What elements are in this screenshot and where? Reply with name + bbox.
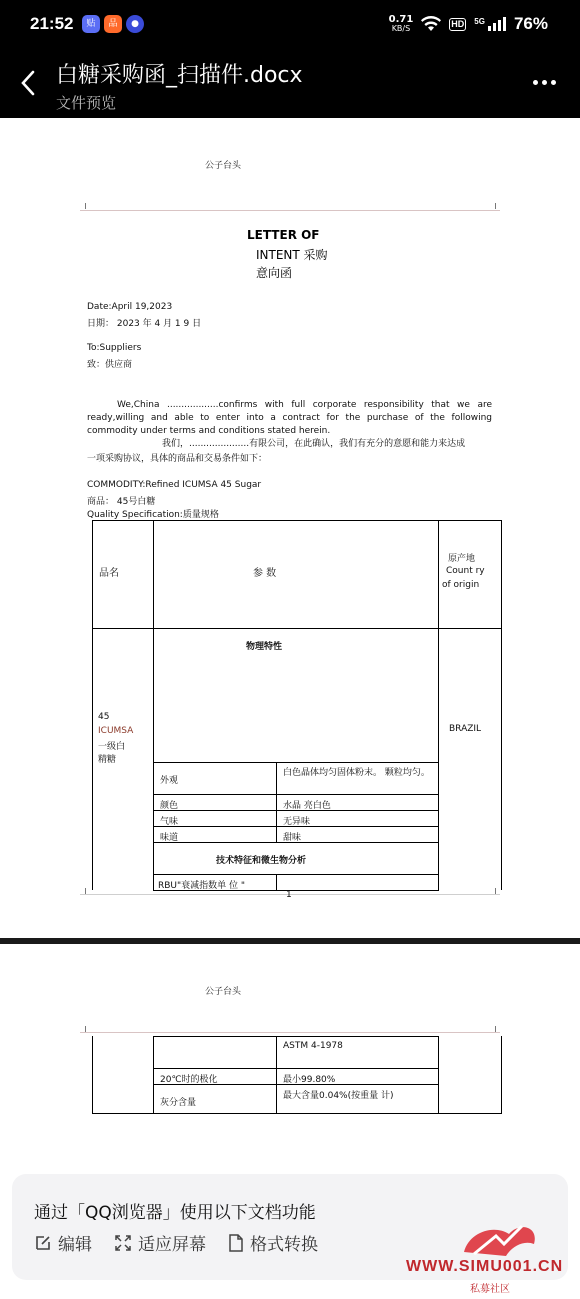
status-app-icons xyxy=(82,15,144,33)
table-divider xyxy=(92,628,502,629)
letter-title-1: LETTER OF xyxy=(247,228,320,242)
net-speed: 0.71 KB/S xyxy=(388,14,414,33)
table-divider xyxy=(153,520,154,890)
quality-line: Quality Specification:质量规格 xyxy=(87,510,219,520)
signal-icon: 5G xyxy=(474,17,506,31)
letter-title-3: 意向函 xyxy=(256,266,293,280)
table-divider xyxy=(153,1068,439,1069)
margin-mark xyxy=(495,1026,501,1032)
hd-badge: HD xyxy=(451,18,465,29)
watermark-sub: 私募社区 xyxy=(470,1284,510,1295)
table-divider xyxy=(153,1036,154,1114)
commodity-line: COMMODITY:Refined ICUMSA 45 Sugar xyxy=(87,480,262,490)
page-header-text: 公子台头 xyxy=(205,987,242,997)
table-divider xyxy=(438,1036,439,1114)
banner-actions xyxy=(34,1230,318,1255)
date-en: Date:April 19,2023 xyxy=(87,302,173,312)
top-bar xyxy=(0,0,580,118)
row-value: 无异味 xyxy=(283,817,311,827)
table-divider xyxy=(153,794,439,795)
paragraph-cn-1: 我们，.....................有限公司，在此确认，我们有充分的意愿和能力来达成 xyxy=(162,439,466,449)
edit-icon xyxy=(34,1234,52,1252)
status-time: 21:52 xyxy=(30,14,74,33)
col-header-origin-en2: of origin xyxy=(442,580,480,590)
fit-screen-icon xyxy=(114,1234,132,1252)
document-icon xyxy=(228,1234,244,1252)
document-subtitle: 文件预览 xyxy=(56,94,117,112)
tech-analysis-heading: 技术特征和微生物分析 xyxy=(216,856,307,866)
back-arrow-icon[interactable] xyxy=(16,68,42,98)
header-rule xyxy=(80,210,500,211)
to-en: To:Suppliers xyxy=(87,343,142,353)
page-header-text: 公子台头 xyxy=(205,161,242,171)
row-label: 外观 xyxy=(160,776,179,786)
app-notification-icon: ● xyxy=(126,15,144,33)
table-divider xyxy=(276,1036,277,1114)
app-notification-icon: 贴 xyxy=(82,15,100,33)
document-page-2[interactable] xyxy=(0,944,580,1174)
row-value: 白色晶体均匀固体粉末。 颗粒均匀。 xyxy=(283,768,430,778)
product-line: 商品： 45号白糖 xyxy=(87,497,156,507)
table-divider xyxy=(276,762,277,842)
product-name-icumsa: ICUMSA xyxy=(98,726,134,736)
table-divider xyxy=(153,874,439,875)
paragraph-cn-2: 一项采购协议，具体的商品和交易条件如下： xyxy=(87,454,268,464)
fit-screen-button[interactable]: 适应屏幕 xyxy=(114,1230,206,1255)
rbu-label: RBU"衰减指数单 位 " xyxy=(158,881,246,891)
page-number: 1 xyxy=(286,890,292,900)
row-label: 颜色 xyxy=(160,801,179,811)
to-cn: 致：供应商 xyxy=(87,360,133,370)
margin-mark xyxy=(495,203,501,209)
app-notification-icon: 品 xyxy=(104,15,122,33)
col-header-origin-cn: 原产地 xyxy=(448,554,476,564)
product-name-grade: 一级白 xyxy=(98,742,126,752)
product-name-45: 45 xyxy=(98,712,110,722)
banner-title: 通过「QQ浏览器」使用以下文档功能 xyxy=(34,1203,316,1223)
row-value: 甜味 xyxy=(283,833,302,843)
col-header-name: 品名 xyxy=(99,568,119,579)
wifi-icon xyxy=(421,16,441,32)
header-rule xyxy=(80,1032,500,1033)
row-label: 味道 xyxy=(160,833,179,843)
table-divider xyxy=(438,520,439,890)
letter-title-2: INTENT 采购 xyxy=(256,248,328,262)
format-convert-button[interactable]: 格式转换 xyxy=(228,1230,318,1255)
document-title: 白糖采购函_扫描件.docx xyxy=(56,63,303,88)
physical-properties-heading: 物理特性 xyxy=(246,642,283,652)
col-header-params: 参 数 xyxy=(253,568,277,579)
col-header-origin-en1: Count ry xyxy=(446,566,485,576)
battery-percent: 76% xyxy=(513,14,548,33)
table-divider xyxy=(153,762,439,763)
document-page-1[interactable] xyxy=(0,118,580,940)
row-label: 灰分含量 xyxy=(160,1098,197,1108)
edit-button[interactable]: 编辑 xyxy=(34,1230,92,1255)
row-value: ASTM 4-1978 xyxy=(283,1041,343,1051)
row-label: 20℃时的极化 xyxy=(160,1075,218,1085)
more-options-icon[interactable] xyxy=(533,80,556,85)
status-right xyxy=(389,14,548,34)
product-name-sugar: 精糖 xyxy=(98,755,117,765)
watermark-site: WWW.SIMU001.CN xyxy=(406,1258,564,1275)
table-divider xyxy=(276,874,277,890)
row-value: 水晶 亮白色 xyxy=(283,801,331,811)
paragraph-en: We,China ..................confirms with full corporate responsibility that we are ready,willing and able to enter into a contract for the purchase of the following commodity under terms and conditions stated herein. xyxy=(87,400,492,436)
margin-mark xyxy=(80,203,86,209)
row-label: 气味 xyxy=(160,817,179,827)
row-value: 最小99.80% xyxy=(283,1075,336,1085)
row-value: 最大含量0.04%(按重量 计) xyxy=(283,1091,394,1101)
table-divider xyxy=(153,1036,439,1037)
margin-mark xyxy=(80,1026,86,1032)
origin-value: BRAZIL xyxy=(449,724,482,734)
date-cn: 日期： 2023 年 4 月 1 9 日 xyxy=(87,319,202,329)
